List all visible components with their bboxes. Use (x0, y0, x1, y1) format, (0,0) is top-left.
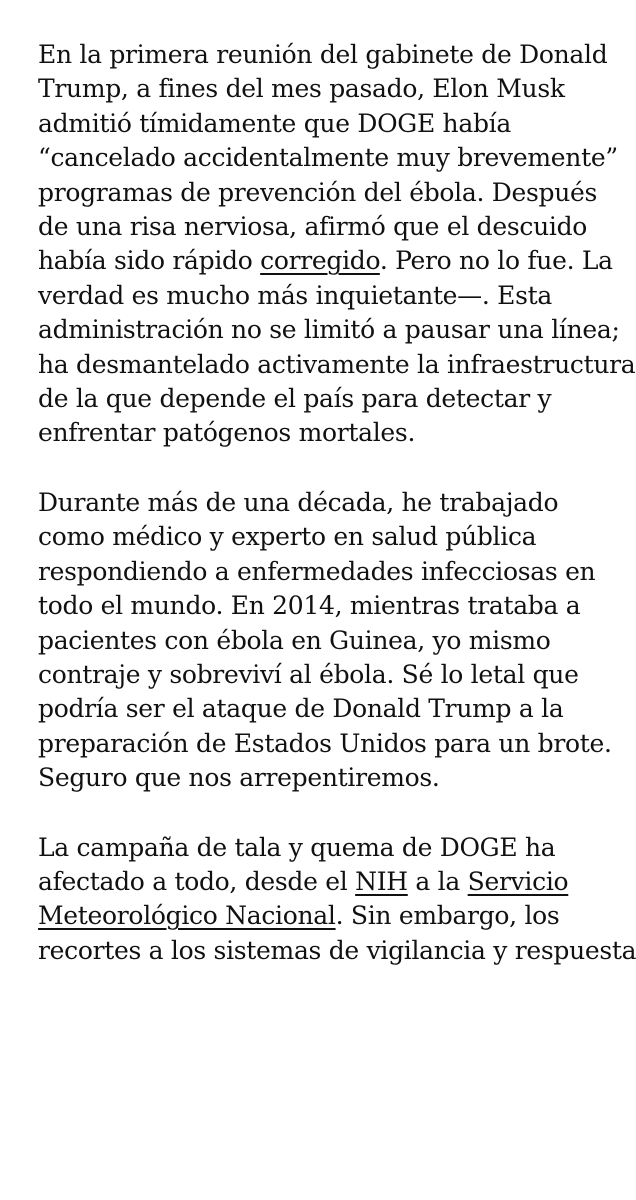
text-line: programas de prevención del ébola. Después (38, 177, 598, 207)
text-segment: . Pero no lo fue. La (379, 246, 613, 276)
text-line: Durante más de una década, he trabajado (38, 487, 559, 517)
text-line: podría ser el ataque de Donald Trump a la (38, 694, 564, 724)
text-segment: . Sin embargo, los (335, 901, 560, 931)
text-segment: afectado a todo, desde el (38, 866, 356, 896)
article-body (38, 38, 636, 983)
text-line: respondiendo a enfermedades infecciosas en (38, 556, 596, 586)
paragraph-3 (38, 831, 636, 965)
text-line-clipped: recortes a los sistemas de vigilancia y respuesta (38, 935, 636, 965)
text-line: Seguro que nos arrepentiremos. (38, 763, 440, 793)
text-line (38, 865, 598, 899)
paragraph-1 (38, 38, 636, 451)
link-nih[interactable]: NIH (355, 866, 408, 896)
text-line: como médico y experto en salud pública (38, 522, 537, 552)
text-line: de la que depende el país para detectar y (38, 384, 552, 414)
text-line (38, 899, 598, 933)
text-line: verdad es mucho más inquietante—. Esta (38, 280, 553, 310)
link-corregido[interactable]: corregido (260, 246, 380, 276)
text-line: admitió tímidamente que DOGE había (38, 108, 511, 138)
text-segment: había sido rápido (38, 246, 261, 276)
text-line: enfrentar patógenos mortales. (38, 418, 416, 448)
text-line: contraje y sobreviví al ébola. Sé lo letal que (38, 659, 579, 689)
text-line: ha desmantelado activamente la infraestructura (38, 349, 636, 379)
text-line: administración no se limitó a pausar una línea; (38, 315, 620, 345)
text-line: En la primera reunión del gabinete de Donald (38, 40, 608, 69)
text-line: Trump, a fines del mes pasado, Elon Musk (38, 74, 565, 104)
text-line: “cancelado accidentalmente muy brevemente” (38, 143, 618, 173)
link-servicio-meteorologico-cont[interactable]: Meteorológico Nacional (38, 901, 336, 931)
text-line: todo el mundo. En 2014, mientras trataba a (38, 591, 581, 621)
text-segment: a la (407, 866, 468, 896)
text-line: La campaña de tala y quema de DOGE ha (38, 832, 556, 862)
link-servicio-meteorologico[interactable]: Servicio (467, 866, 569, 896)
paragraph-2 (38, 486, 612, 796)
text-line: de una risa nerviosa, afirmó que el descuido (38, 212, 588, 242)
text-line: preparación de Estados Unidos para un brote. (38, 728, 612, 758)
text-line (38, 244, 613, 278)
text-line: pacientes con ébola en Guinea, yo mismo (38, 625, 551, 655)
